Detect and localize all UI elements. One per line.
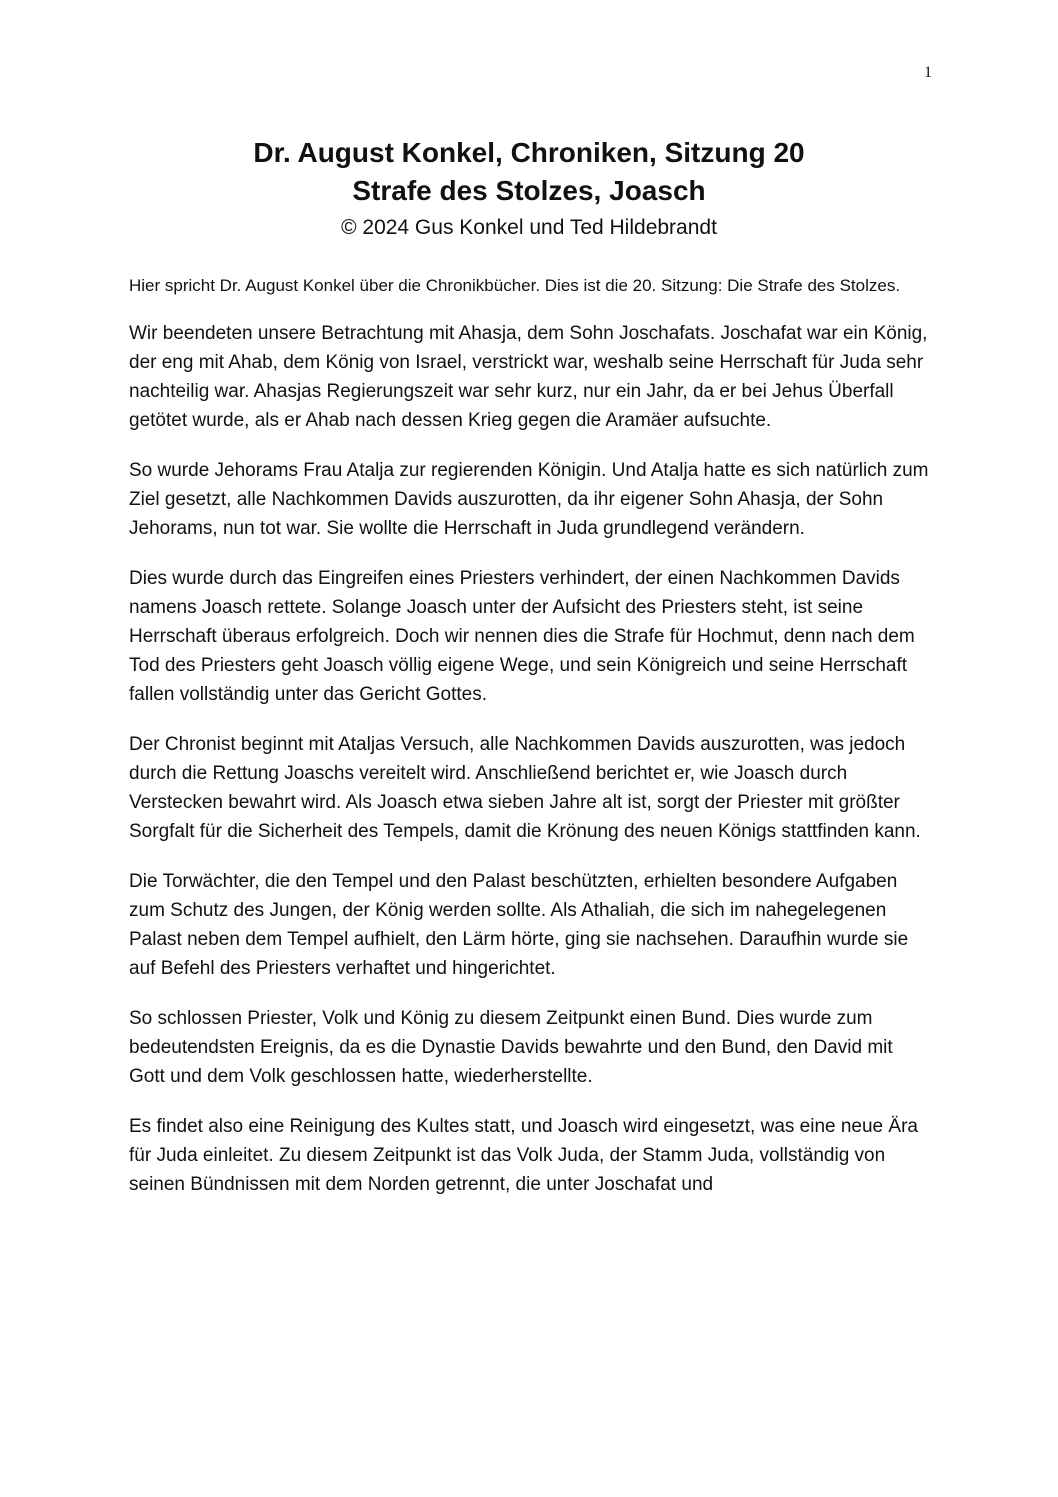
copyright-line: © 2024 Gus Konkel und Ted Hildebrandt [341,216,717,239]
document-subtitle: Strafe des Stolzes, Joasch [352,175,706,206]
body-paragraph: Die Torwächter, die den Tempel und den Palast beschützten, erhielten besondere Aufgaben zum Schutz des Jungen, der König werden sollte. Als Athaliah, die sich im nahegelegenen Palast neben dem Tempel aufhielt, den Lärm hörte, ging sie nachsehen. Daraufhin wurde sie auf Befehl des Priesters verhaftet und hingerichtet. [129,871,909,979]
body-paragraph: So wurde Jehorams Frau Atalja zur regierenden Königin. Und Atalja hatte es sich natürlich zum Ziel gesetzt, alle Nachkommen Davids auszurotten, da ihr eigener Sohn Ahasja, der Sohn Jehorams, nun tot war. Sie wollte die Herrschaft in Juda grundlegend verändern. [129,460,929,539]
body-paragraph: Der Chronist beginnt mit Ataljas Versuch, alle Nachkommen Davids auszurotten, was jedoch durch die Rettung Joaschs vereitelt wird. Anschließend berichtet er, wie Joasch durch Verstecken bewahrt wird. Als Joasch etwa sieben Jahre alt ist, sorgt der Priester mit größter Sorgfalt für die Sicherheit des Tempels, damit die Krönung des neuen Königs stattfinden kann. [129,734,921,842]
title-block [129,134,929,244]
body-paragraph: Dies wurde durch das Eingreifen eines Priesters verhindert, der einen Nachkommen Davids namens Joasch rettete. Solange Joasch unter der Aufsicht des Priesters steht, ist seine Herrschaft überaus erfolgreich. Doch wir nennen dies die Strafe für Hochmut, denn nach dem Tod des Priesters geht Joasch völlig eigene Wege, und sein Königreich und seine Herrschaft fallen vollständig unter das Gericht Gottes. [129,568,915,705]
body-paragraph: Wir beendeten unsere Betrachtung mit Ahasja, dem Sohn Joschafats. Joschafat war ein König, der eng mit Ahab, dem König von Israel, verstrickt war, weshalb seine Herrschaft für Juda sehr nachteilig war. Ahasjas Regierungszeit war sehr kurz, nur ein Jahr, da er bei Jehus Überfall getötet wurde, als er Ahab nach dessen Krieg gegen die Aramäer aufsuchte. [129,323,928,431]
document-title: Dr. August Konkel, Chroniken, Sitzung 20 [253,137,805,168]
body-paragraph: Es findet also eine Reinigung des Kultes statt, und Joasch wird eingesetzt, was eine neue Ära für Juda einleitet. Zu diesem Zeitpunkt ist das Volk Juda, der Stamm Juda, vollständig von seinen Bündnissen mit dem Norden getrennt, die unter Joschafat und [129,1116,918,1195]
body-paragraph: So schlossen Priester, Volk und König zu diesem Zeitpunkt einen Bund. Dies wurde zum bedeutendsten Ereignis, da es die Dynastie Davids bewahrte und den Bund, den David mit Gott und dem Volk geschlossen hatte, wiederherstellte. [129,1008,893,1087]
intro-paragraph: Hier spricht Dr. August Konkel über die Chronikbücher. Dies ist die 20. Sitzung: Die Strafe des Stolzes. [129,276,901,295]
document-body [129,273,929,1220]
page-number: 1 [924,64,932,81]
